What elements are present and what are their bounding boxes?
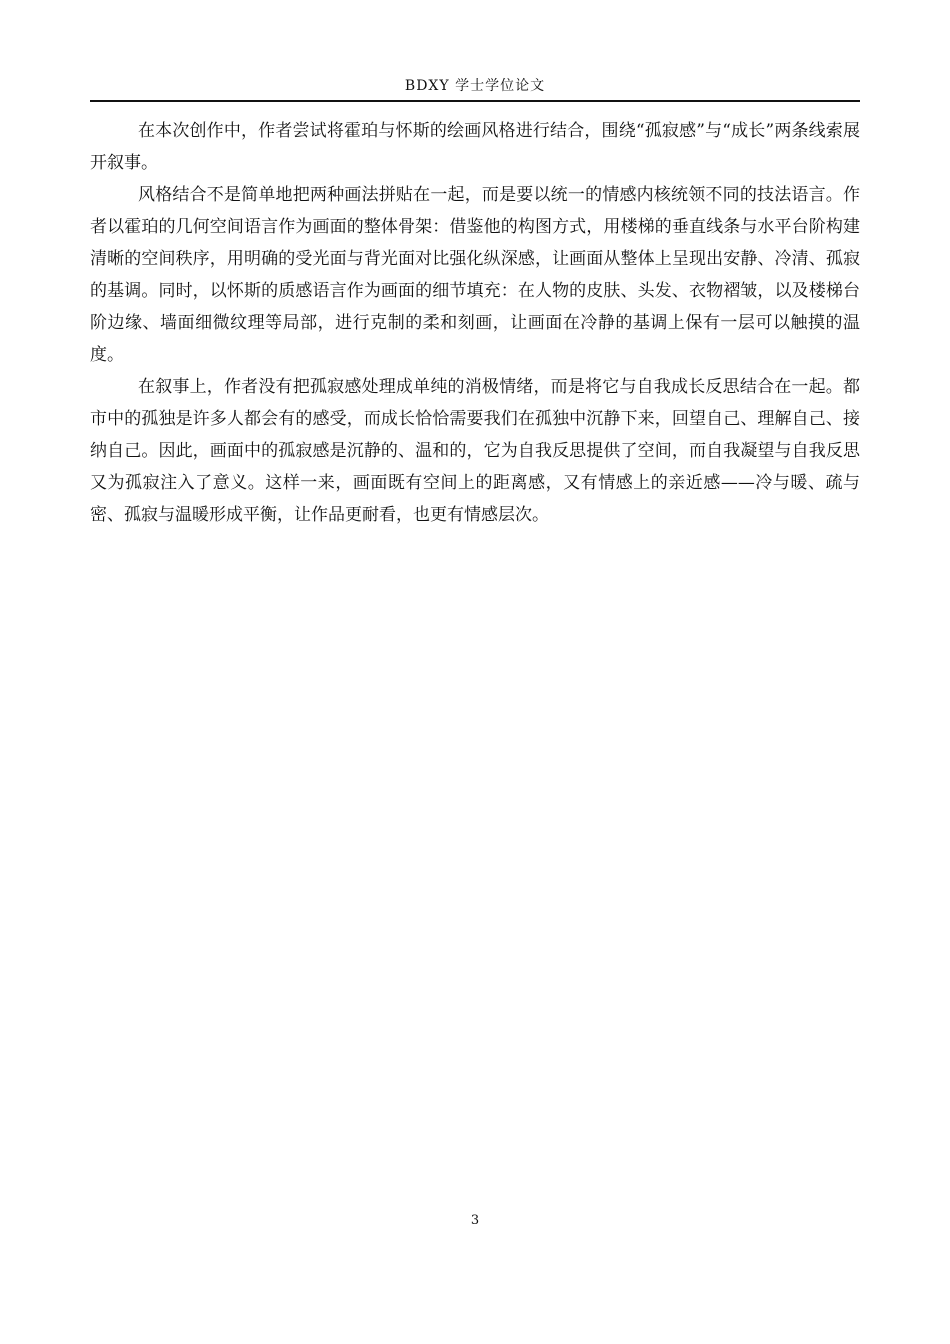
paragraph-2: 风格结合不是简单地把两种画法拼贴在一起，而是要以统一的情感内核统领不同的技法语言。作者以霍珀的几何空间语言作为画面的整体骨架：借鉴他的构图方式，用楼梯的垂直线条与水平台阶构建清晰的空间秩序，用明确的受光面与背光面对比强化纵深感，让画面从整体上呈现出安静、冷清、孤寂的基调。同时，以怀斯的质感语言作为画面的细节填充：在人物的皮肤、头发、衣物褶皱，以及楼梯台阶边缘、墙面细微纹理等局部，进行克制的柔和刻画，让画面在冷静的基调上保有一层可以触摸的温度。 — [90, 185, 860, 365]
running-header-title: BDXY 学士学位论文 — [404, 78, 546, 94]
page-number: 3 — [470, 1213, 480, 1228]
body-text — [90, 115, 860, 531]
header-divider — [90, 100, 860, 102]
paragraph-1: 在本次创作中，作者尝试将霍珀与怀斯的绘画风格进行结合，围绕“孤寂感”与“成长”两条线索展开叙事。 — [90, 121, 860, 173]
paragraph-3: 在叙事上，作者没有把孤寂感处理成单纯的消极情绪，而是将它与自我成长反思结合在一起。都市中的孤独是许多人都会有的感受，而成长恰恰需要我们在孤独中沉静下来，回望自己、理解自己、接纳自己。因此，画面中的孤寂感是沉静的、温和的，它为自我反思提供了空间，而自我凝望与自我反思又为孤寂注入了意义。这样一来，画面既有空间上的距离感，又有情感上的亲近感——冷与暖、疏与密、孤寂与温暖形成平衡，让作品更耐看，也更有情感层次。 — [90, 377, 860, 525]
